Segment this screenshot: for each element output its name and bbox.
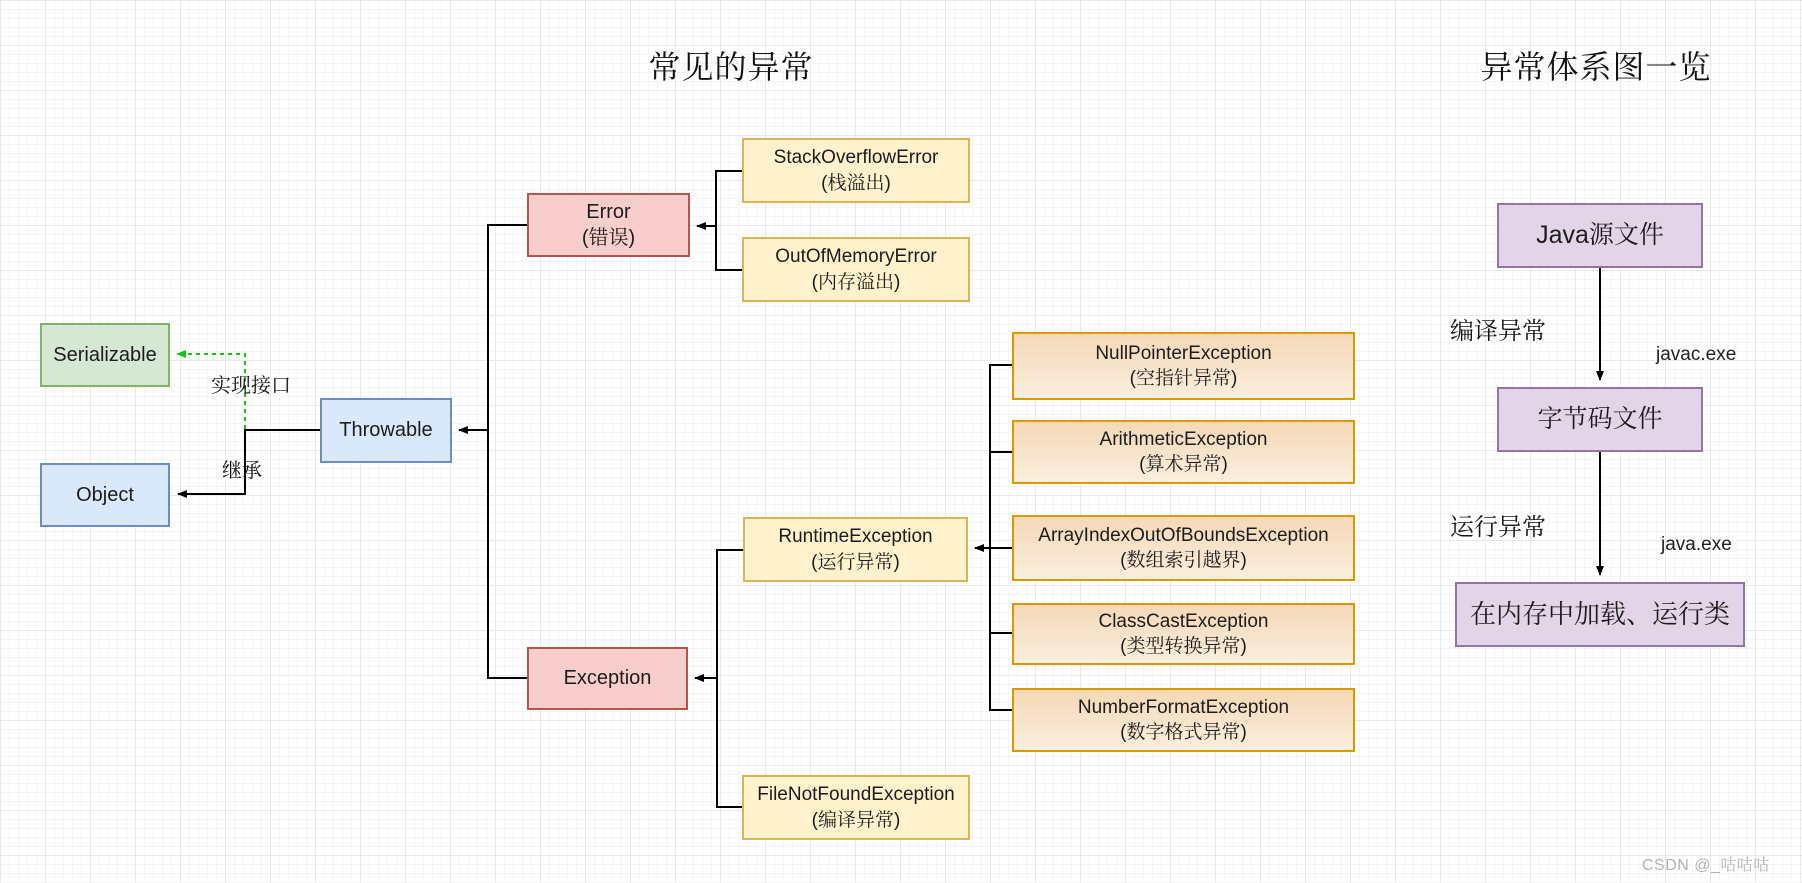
- node-file-not-found-exception: [742, 775, 970, 840]
- edge-label-inherit: 继承: [222, 460, 262, 482]
- node-runtime-exception: [743, 517, 968, 582]
- node-error: [527, 193, 690, 257]
- node-class-cast-exception: [1012, 603, 1355, 665]
- node-runtime-exception-sublabel: (运行异常): [811, 551, 900, 573]
- node-throwable-label: Throwable: [339, 419, 433, 442]
- node-bytecode-file-label: 字节码文件: [1537, 405, 1663, 433]
- node-out-of-memory-error-sublabel: (内存溢出): [811, 271, 901, 293]
- edge-label-java-exe: java.exe: [1661, 534, 1732, 555]
- node-object: [40, 463, 170, 527]
- node-exception: [527, 647, 688, 710]
- edge-label-javac-exe: javac.exe: [1656, 344, 1737, 365]
- edge-runtime-children-bracket: [990, 365, 1012, 710]
- node-null-pointer-exception-sublabel: (空指针异常): [1129, 368, 1238, 389]
- node-out-of-memory-error-label: OutOfMemoryError: [775, 246, 937, 268]
- node-number-format-exception: [1012, 688, 1355, 752]
- node-arithmetic-exception-sublabel: (算术异常): [1139, 454, 1228, 475]
- left-title: 常见的异常: [648, 49, 814, 85]
- right-title: 异常体系图一览: [1480, 49, 1712, 85]
- edge-label-run-exception: 运行异常: [1450, 514, 1546, 541]
- node-array-index-exception-label: ArrayIndexOutOfBoundsException: [1038, 524, 1329, 546]
- edge-error-exception-bracket: [488, 225, 527, 678]
- node-load-run-in-memory-label: 在内存中加载、运行类: [1469, 599, 1730, 630]
- node-error-sublabel: (错误): [581, 227, 636, 249]
- node-array-index-exception: [1012, 515, 1355, 581]
- edge-exception-children-bracket: [717, 550, 743, 807]
- node-throwable: [320, 398, 452, 463]
- node-object-label: Object: [76, 483, 134, 506]
- node-java-source-file-label: Java源文件: [1536, 221, 1664, 249]
- node-out-of-memory-error: [742, 237, 970, 302]
- csdn-watermark: CSDN @_咕咕咕: [1642, 857, 1770, 874]
- node-stack-overflow-error-label: StackOverflowError: [773, 147, 939, 169]
- edge-label-implement-interface: 实现接口: [211, 375, 291, 397]
- node-number-format-exception-sublabel: (数字格式异常): [1120, 722, 1247, 743]
- node-error-label: Error: [586, 200, 631, 223]
- node-arithmetic-exception: [1012, 420, 1355, 484]
- node-arithmetic-exception-label: ArithmeticException: [1099, 428, 1268, 450]
- node-java-source-file: [1497, 203, 1703, 268]
- node-null-pointer-exception-label: NullPointerException: [1095, 342, 1272, 364]
- node-file-not-found-exception-sublabel: (编译异常): [811, 809, 901, 831]
- node-class-cast-exception-sublabel: (类型转换异常): [1120, 636, 1247, 657]
- node-load-run-in-memory: [1455, 582, 1745, 647]
- node-serializable: [40, 323, 170, 387]
- node-bytecode-file: [1497, 387, 1703, 452]
- node-runtime-exception-label: RuntimeException: [778, 526, 933, 548]
- node-exception-label: Exception: [563, 667, 652, 690]
- node-stack-overflow-error: [742, 138, 970, 203]
- edge-error-children-bracket: [716, 171, 742, 270]
- node-stack-overflow-error-sublabel: (栈溢出): [821, 172, 891, 194]
- node-array-index-exception-sublabel: (数组索引越界): [1120, 550, 1247, 571]
- node-class-cast-exception-label: ClassCastException: [1098, 610, 1269, 632]
- edge-label-compile-exception: 编译异常: [1450, 318, 1546, 345]
- node-file-not-found-exception-label: FileNotFoundException: [757, 784, 955, 806]
- node-null-pointer-exception: [1012, 332, 1355, 400]
- node-number-format-exception-label: NumberFormatException: [1077, 696, 1290, 718]
- node-serializable-label: Serializable: [53, 343, 157, 366]
